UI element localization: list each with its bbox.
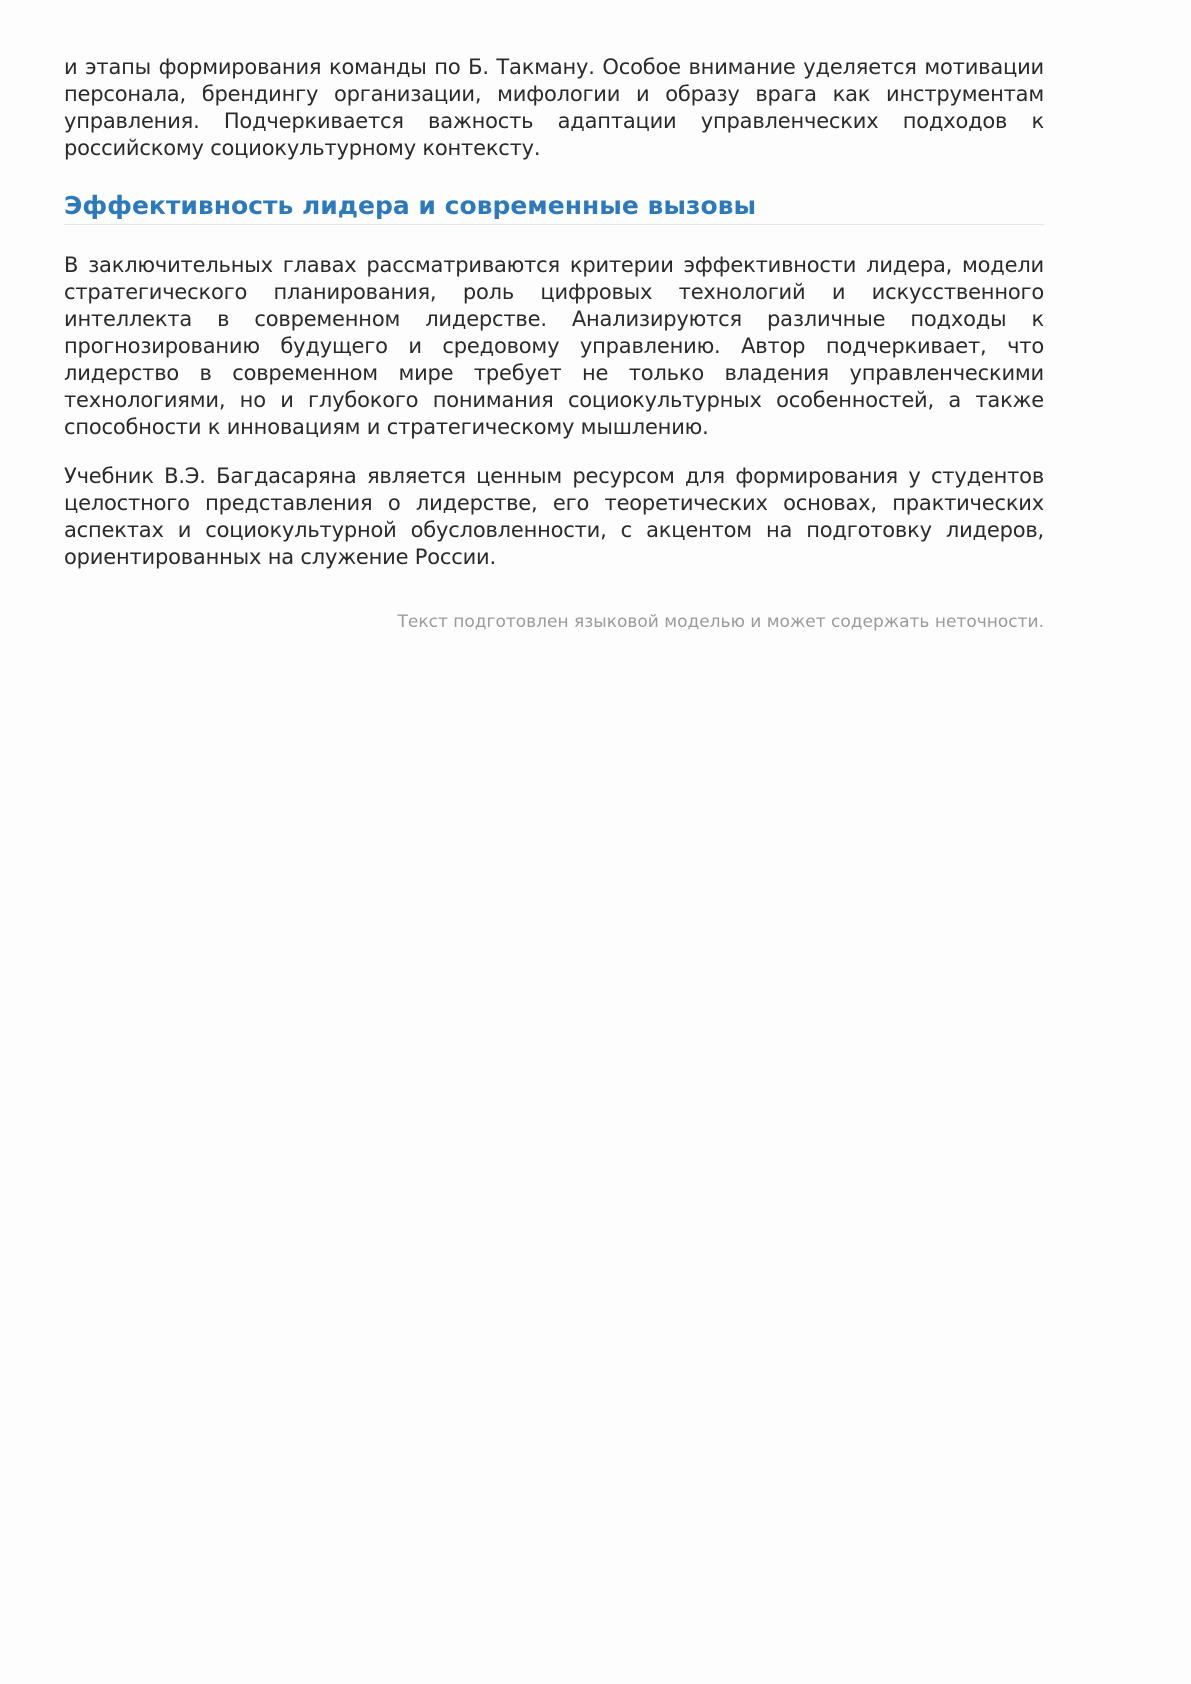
document-page [64,54,1044,633]
intro-paragraph: и этапы формирования команды по Б. Такману. Особое внимание уделяется мотивации персонала, брендингу организации, мифологии и образу врага как инструментам управления. Подчеркивается важность адаптации управленческих подходов к российскому социокультурному контексту. [64,55,1044,160]
section-heading: Эффективность лидера и современные вызовы [64,190,1044,225]
ai-disclaimer: Текст подготовлен языковой моделью и может содержать неточности. [397,612,1044,632]
section-paragraph: В заключительных главах рассматриваются критерии эффективности лидера, модели стратегического планирования, роль цифровых технологий и искусственного интеллекта в современном лидерстве. Анализируются различные подходы к прогнозированию будущего и средовому управлению. Автор подчеркивает, что лидерство в современном мире требует не только владения управленческими технологиями, но и глубокого понимания социокультурных особенностей, а также способности к инновациям и стратегическому мышлению. [64,253,1044,439]
conclusion-paragraph: Учебник В.Э. Багдасаряна является ценным ресурсом для формирования у студентов целостного представления о лидерстве, его теоретических основах, практических аспектах и социокультурной обусловленности, с акцентом на подготовку лидеров, ориентированных на служение России. [64,464,1044,569]
